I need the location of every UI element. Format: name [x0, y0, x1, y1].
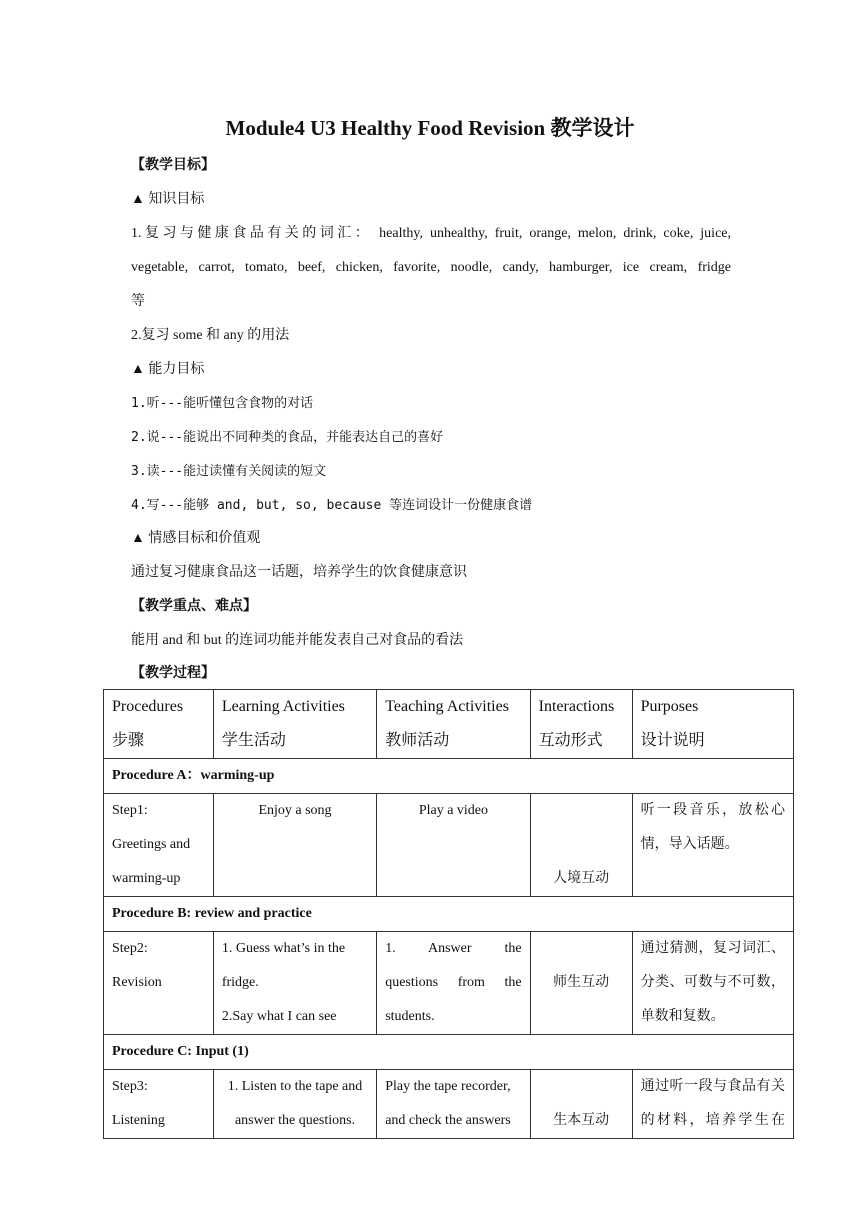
knowledge-item-2: 2.复习 some 和 any 的用法: [131, 328, 290, 343]
page-title: Module4 U3 Healthy Food Revision 教学设计: [225, 116, 635, 140]
header-cell-learning: Learning Activities 学生活动: [213, 690, 376, 759]
section-row-c: [104, 1035, 794, 1070]
procedure-cell: Step1: Greetings and warming-up: [104, 794, 214, 897]
teaching-cell: Play the tape recorder, and check the answers: [377, 1070, 530, 1139]
interaction-cell: 师生互动: [530, 932, 632, 1035]
learning-cell: Enjoy a song: [213, 794, 376, 897]
table-row: [104, 794, 794, 897]
procedure-cell: Step2: Revision: [104, 932, 214, 1035]
table-header-row: [104, 690, 794, 759]
emotion-heading: ▲ 情感目标和价值观: [131, 531, 261, 546]
knowledge-heading: ▲ 知识目标: [131, 192, 205, 207]
section-title: Procedure A：warming-up: [104, 759, 794, 794]
header-cell-interactions: Interactions 互动形式: [530, 690, 632, 759]
process-heading: 【教学过程】: [131, 666, 215, 681]
header-cell-teaching: Teaching Activities 教师活动: [377, 690, 530, 759]
learning-cell: 1. Listen to the tape and answer the questions.: [213, 1070, 376, 1139]
ability-item-4: 4.写---能够 and, but, so, because 等连词设计一份健康食谱: [131, 498, 533, 513]
table-row: [104, 932, 794, 1035]
procedure-table: [103, 689, 794, 1139]
teaching-cell: 1. Answer the questions from the students.: [377, 932, 530, 1035]
procedure-cell: Step3: Listening: [104, 1070, 214, 1139]
purpose-cell: 听一段音乐，放松心情，导入话题。: [632, 794, 793, 897]
knowledge-item-1-line-3: 等: [131, 294, 145, 309]
emotion-text: 通过复习健康食品这一话题，培养学生的饮食健康意识: [131, 565, 467, 580]
table-row: [104, 1070, 794, 1139]
purpose-cell: 通过猜测，复习词汇、分类、可数与不可数，单数和复数。: [632, 932, 793, 1035]
section-row-b: [104, 897, 794, 932]
teaching-cell: Play a video: [377, 794, 530, 897]
ability-item-3: 3.读---能过读懂有关阅读的短文: [131, 464, 327, 479]
ability-item-2: 2.说---能说出不同种类的食品，并能表达自己的喜好: [131, 430, 444, 445]
key-points-heading: 【教学重点、难点】: [131, 599, 257, 614]
ability-item-1: 1.听---能听懂包含食物的对话: [131, 396, 314, 411]
interaction-cell: 生本互动: [530, 1070, 632, 1139]
objectives-heading: 【教学目标】: [131, 158, 215, 173]
section-title: Procedure C: Input (1): [104, 1035, 794, 1070]
interaction-cell: 人境互动: [530, 794, 632, 897]
key-points-text: 能用 and 和 but 的连词功能并能发表自己对食品的看法: [131, 633, 464, 648]
ability-heading: ▲ 能力目标: [131, 362, 205, 377]
section-row-a: [104, 759, 794, 794]
section-title: Procedure B: review and practice: [104, 897, 794, 932]
header-cell-purposes: Purposes 设计说明: [632, 690, 793, 759]
header-cell-procedures: Procedures 步骤: [104, 690, 214, 759]
purpose-cell: 通过听一段与食品有关的材料，培养学生在: [632, 1070, 793, 1139]
learning-cell: 1. Guess what’s in the fridge. 2.Say what I can see: [213, 932, 376, 1035]
knowledge-item-1-line-2: vegetable, carrot, tomato, beef, chicken, favorite, noodle, candy, hamburger, ice cream, fridge: [131, 260, 731, 275]
knowledge-item-1-line-1: 1.复习与健康食品有关的词汇： healthy, unhealthy, fruit, orange, melon, drink, coke, juice,: [131, 226, 731, 241]
